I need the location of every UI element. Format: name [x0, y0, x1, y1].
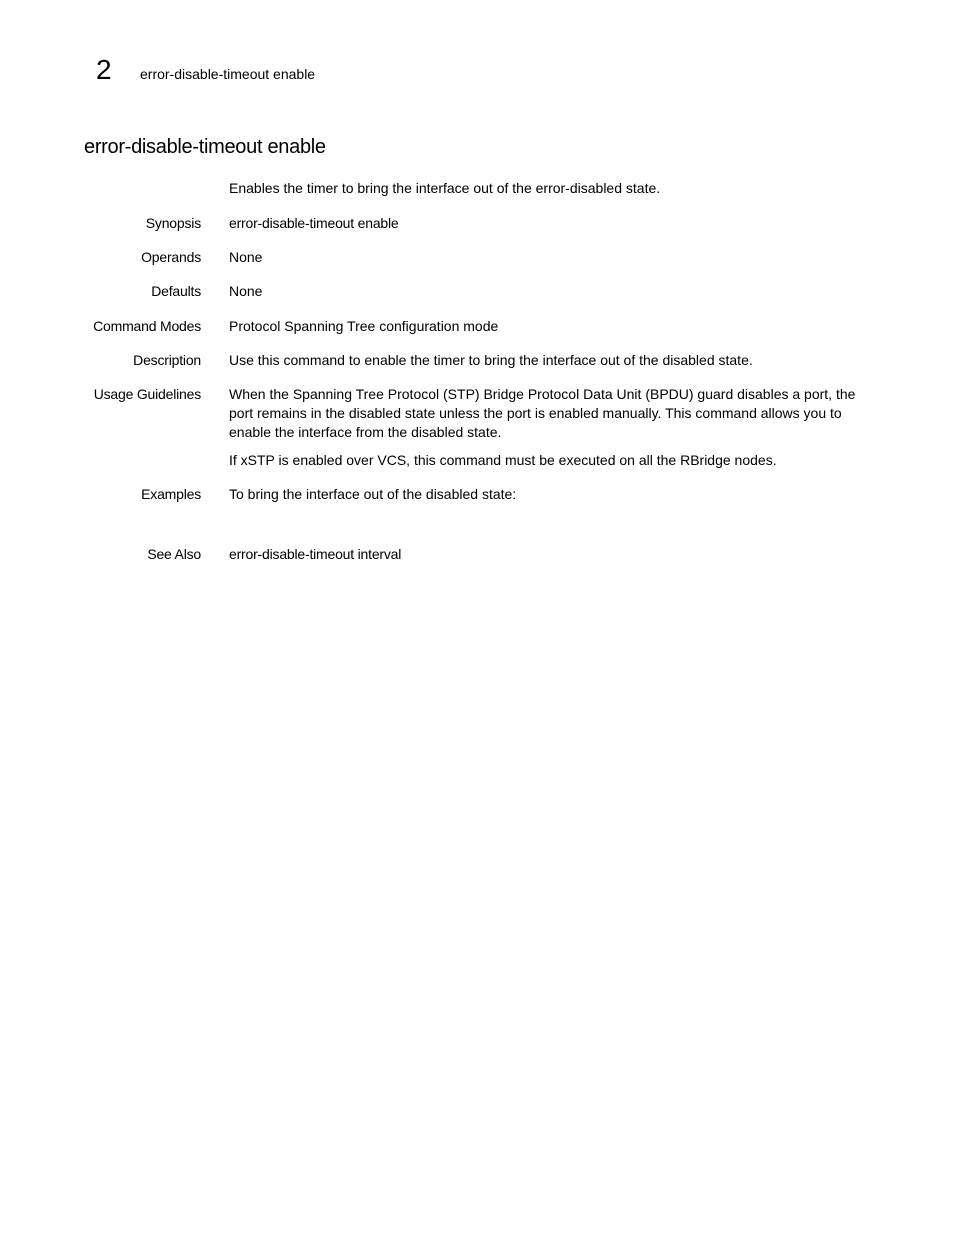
usage-guidelines-text [229, 385, 869, 470]
examples-text: To bring the interface out of the disabled state: [229, 486, 517, 502]
chapter-number: 2 [96, 54, 112, 85]
running-head: error-disable-timeout enable [140, 66, 316, 82]
usage-guidelines-label: Usage Guidelines [93, 386, 201, 402]
summary-text: Enables the timer to bring the interface out of the error-disabled state. [229, 180, 661, 196]
usage-guidelines-paragraph: If xSTP is enabled over VCS, this command must be executed on all the RBridge nodes. [229, 452, 777, 468]
page-title: error-disable-timeout enable [84, 136, 326, 158]
synopsis-label: Synopsis [145, 215, 201, 231]
operands-label: Operands [141, 249, 201, 265]
description-text: Use this command to enable the timer to bring the interface out of the disabled state. [229, 352, 753, 368]
operands-text: None [229, 249, 263, 265]
synopsis-command: error-disable-timeout enable [229, 215, 399, 231]
page-header [96, 52, 796, 92]
usage-guidelines-paragraph: When the Spanning Tree Protocol (STP) Bridge Protocol Data Unit (BPDU) guard disables a port, the port remains in the disabled state unless the port is enabled manually. This command allows you to enable the interface from the disabled state. [229, 386, 856, 440]
see-also-link[interactable]: error-disable-timeout interval [229, 546, 402, 562]
command-modes-text: Protocol Spanning Tree configuration mode [229, 318, 499, 334]
defaults-text: None [229, 283, 263, 299]
examples-label: Examples [141, 486, 201, 502]
see-also-label: See Also [147, 546, 201, 562]
description-label: Description [133, 352, 201, 368]
command-modes-label: Command Modes [93, 318, 201, 334]
defaults-label: Defaults [151, 283, 201, 299]
